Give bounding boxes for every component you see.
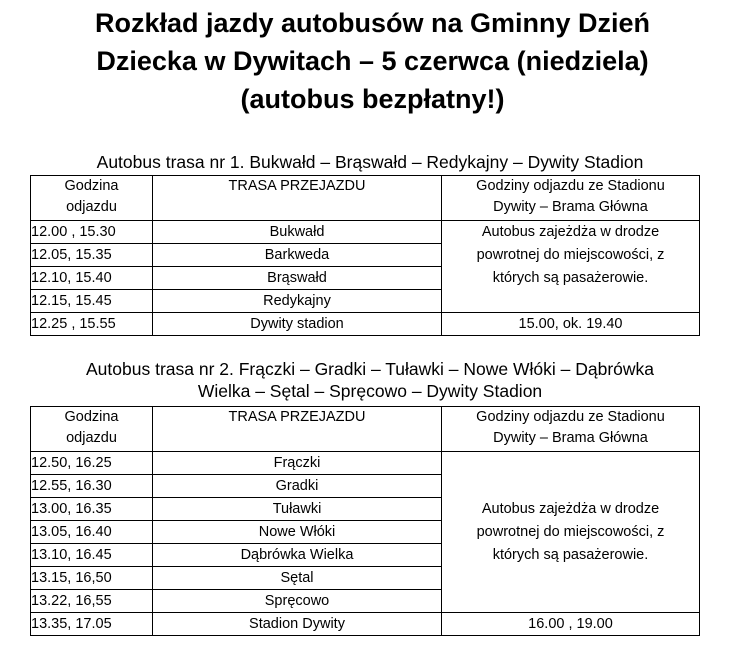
- table-header-row: [31, 176, 700, 221]
- table-header-row: [31, 407, 700, 452]
- header-return-times-line-1: Godziny odjazdu ze Stadionu: [476, 178, 665, 194]
- departure-time: 12.55, 16.30: [31, 475, 153, 498]
- stop-name: Dąbrówka Wielka: [153, 544, 442, 567]
- route-2-caption-line-1: Autobus trasa nr 2. Frączki – Gradki – Tuławki – Nowe Włóki – Dąbrówka: [86, 359, 654, 379]
- return-departure-times: 15.00, ok. 19.40: [442, 313, 700, 336]
- return-note-line-3: których są pasażerowie.: [492, 270, 649, 286]
- departure-time: 13.10, 16.45: [31, 544, 153, 567]
- table-row: [31, 613, 700, 636]
- return-note-line-2: powrotnej do miejscowości, z: [476, 247, 665, 263]
- stop-name: Stadion Dywity: [153, 613, 442, 636]
- return-note-line-2: powrotnej do miejscowości, z: [476, 523, 665, 540]
- return-note-line-1: Autobus zajeżdża w drodze: [481, 224, 660, 240]
- departure-time: 12.10, 15.40: [31, 267, 153, 290]
- departure-time: 12.05, 15.35: [31, 244, 153, 267]
- stop-name: Redykajny: [153, 290, 442, 313]
- departure-time: 13.00, 16.35: [31, 498, 153, 521]
- stop-name: Nowe Włóki: [153, 521, 442, 544]
- stop-name: Frączki: [153, 452, 442, 475]
- header-departure-time-line-1: Godzina: [64, 409, 119, 425]
- header-return-times-line-1: Godziny odjazdu ze Stadionu: [476, 409, 665, 425]
- title-line-1: Rozkład jazdy autobusów na Gminny Dzień: [94, 8, 651, 38]
- return-note-line-3: których są pasażerowie.: [492, 546, 649, 563]
- route-2-caption: [40, 358, 700, 402]
- stop-name: Gradki: [153, 475, 442, 498]
- departure-time: 12.00 , 15.30: [31, 221, 153, 244]
- departure-time: 12.50, 16.25: [31, 452, 153, 475]
- table-row: [31, 452, 700, 475]
- header-departure-time: [31, 407, 153, 452]
- title-line-3: (autobus bezpłatny!): [240, 84, 505, 114]
- route-1-table: [30, 175, 700, 336]
- return-note-line-1: Autobus zajeżdża w drodze: [481, 500, 660, 517]
- departure-time: 13.35, 17.05: [31, 613, 153, 636]
- stop-name: Bukwałd: [153, 221, 442, 244]
- header-route: TRASA PRZEJAZDU: [153, 176, 442, 221]
- header-return-times-line-2: Dywity – Brama Główna: [493, 430, 648, 446]
- stop-name: Dywity stadion: [153, 313, 442, 336]
- header-departure-time-line-1: Godzina: [64, 178, 119, 194]
- return-note: [442, 452, 700, 613]
- departure-time: 13.05, 16.40: [31, 521, 153, 544]
- departure-time: 12.15, 15.45: [31, 290, 153, 313]
- header-departure-time-line-2: odjazdu: [66, 430, 117, 446]
- stop-name: Barkweda: [153, 244, 442, 267]
- page-title: [0, 4, 745, 118]
- return-note: [442, 221, 700, 313]
- departure-time: 13.15, 16,50: [31, 567, 153, 590]
- stop-name: Tuławki: [153, 498, 442, 521]
- route-2-caption-line-2: Wielka – Sętal – Spręcowo – Dywity Stadion: [197, 381, 543, 401]
- header-return-times: [442, 176, 700, 221]
- header-return-times: [442, 407, 700, 452]
- return-departure-times: 16.00 , 19.00: [442, 613, 700, 636]
- table-row: [31, 313, 700, 336]
- title-line-2: Dziecka w Dywitach – 5 czerwca (niedziela): [96, 46, 649, 76]
- stop-name: Brąswałd: [153, 267, 442, 290]
- departure-time: 13.22, 16,55: [31, 590, 153, 613]
- route-1-caption: Autobus trasa nr 1. Bukwałd – Brąswałd – Redykajny – Dywity Stadion: [96, 152, 644, 172]
- header-route: TRASA PRZEJAZDU: [153, 407, 442, 452]
- departure-time: 12.25 , 15.55: [31, 313, 153, 336]
- stop-name: Sętal: [153, 567, 442, 590]
- table-row: [31, 221, 700, 244]
- header-departure-time: [31, 176, 153, 221]
- header-departure-time-line-2: odjazdu: [66, 199, 117, 215]
- header-return-times-line-2: Dywity – Brama Główna: [493, 199, 648, 215]
- stop-name: Spręcowo: [153, 590, 442, 613]
- route-2-table: [30, 406, 700, 636]
